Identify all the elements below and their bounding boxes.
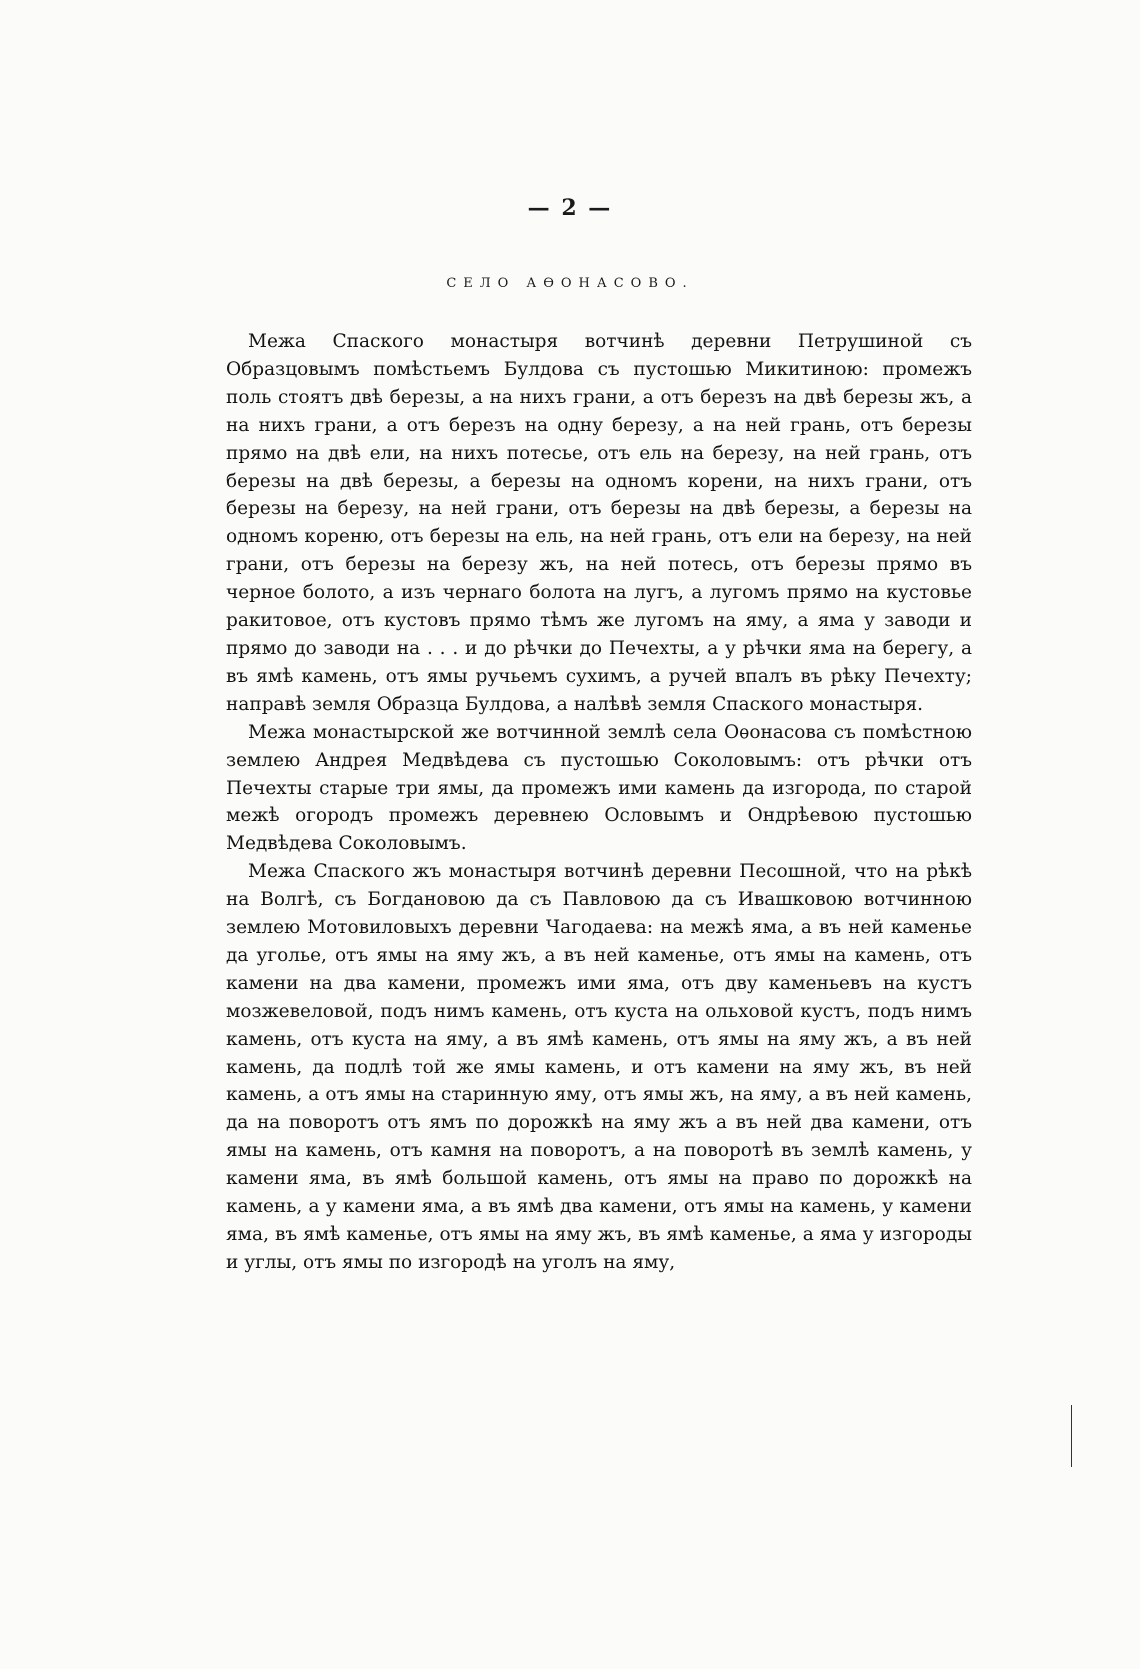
margin-mark <box>1071 1405 1072 1467</box>
paragraph-3: Межа Спаского жъ монастыря вотчинѣ деревни Песошной, что на рѣкѣ на Волгѣ, съ Богдановою да съ Павловою да съ Ивашковою вотчинною землею Мотовиловыхъ деревни Чагодаева: на межѣ яма, а въ ней каменье да уголье, отъ ямы на яму жъ, а въ ней каменье, отъ ямы на камень, отъ камени на два камени, промежъ ими яма, отъ дву каменьевъ на кустъ мозжевеловой, подъ нимъ камень, отъ куста на ольховой кустъ, подъ нимъ камень, отъ куста на яму, а въ ямѣ камень, отъ ямы на яму жъ, а въ ней камень, да подлѣ той же ямы камень, и отъ камени на яму жъ, въ ней камень, а отъ ямы на старинную яму, отъ ямы жъ, на яму, а въ ней камень, да на поворотъ отъ ямъ по дорожкѣ на яму жъ а въ ней два камени, отъ ямы на камень, отъ камня на поворотъ, а на поворотѣ въ землѣ камень, у камени яма, въ ямѣ большой камень, отъ ямы на право по дорожкѣ на камень, а у камени яма, а въ ямѣ два камени, отъ ямы на камень, у камени яма, въ ямѣ каменье, отъ ямы на яму жъ, въ ямѣ каменье, а яма у изгороды и углы, отъ ямы по изгородѣ на уголъ на яму, <box>226 861 972 1273</box>
paragraph-2: Межа монастырской же вотчинной землѣ села Оѳонасова съ помѣстною землею Андрея Медвѣдева съ пустошью Соколовымъ: отъ рѣчки отъ Печехты старые три ямы, да промежъ ими камень да изгорода, по старой межѣ огородъ промежъ деревнею Ословымъ и Ондрѣевою пустошью Медвѣдева Соколовымъ. <box>226 721 972 855</box>
body-text <box>226 328 972 1277</box>
paragraph-1: Межа Спаского монастыря вотчинѣ деревни Петрушиной съ Образцовымъ помѣстьемъ Булдова съ пустошью Микитиною: промежъ поль стоятъ двѣ березы, а на нихъ грани, а отъ березъ на двѣ березы жъ, а на нихъ грани, а отъ березъ на одну березу, а на ней грань, отъ березы прямо на двѣ ели, на нихъ потесье, отъ ель на березу, на ней грань, отъ березы на двѣ березы, а березы на одномъ корени, на нихъ грани, отъ березы на березу, на ней грани, отъ березы на двѣ березы, а березы на одномъ кореню, отъ березы на ель, на ней грань, отъ ели на березу, на ней грани, отъ березы на березу жъ, на ней потесь, отъ березы прямо въ черное болото, а изъ чернаго болота на лугъ, а лугомъ прямо на кустовье ракитовое, отъ кустовъ прямо тѣмъ же лугомъ на яму, а яма у заводи и прямо до заводи на . . . и до рѣчки до Печехты, а у рѣчки яма на берегу, а въ ямѣ камень, отъ ямы ручьемъ сухимъ, а ручей впалъ въ рѣку Печехту; направѣ земля Образца Булдова, а налѣвѣ земля Спаского монастыря. <box>226 331 972 715</box>
page-number: — 2 — <box>527 195 613 221</box>
section-heading: СЕЛО АѲОНАСОВО. <box>446 276 694 291</box>
